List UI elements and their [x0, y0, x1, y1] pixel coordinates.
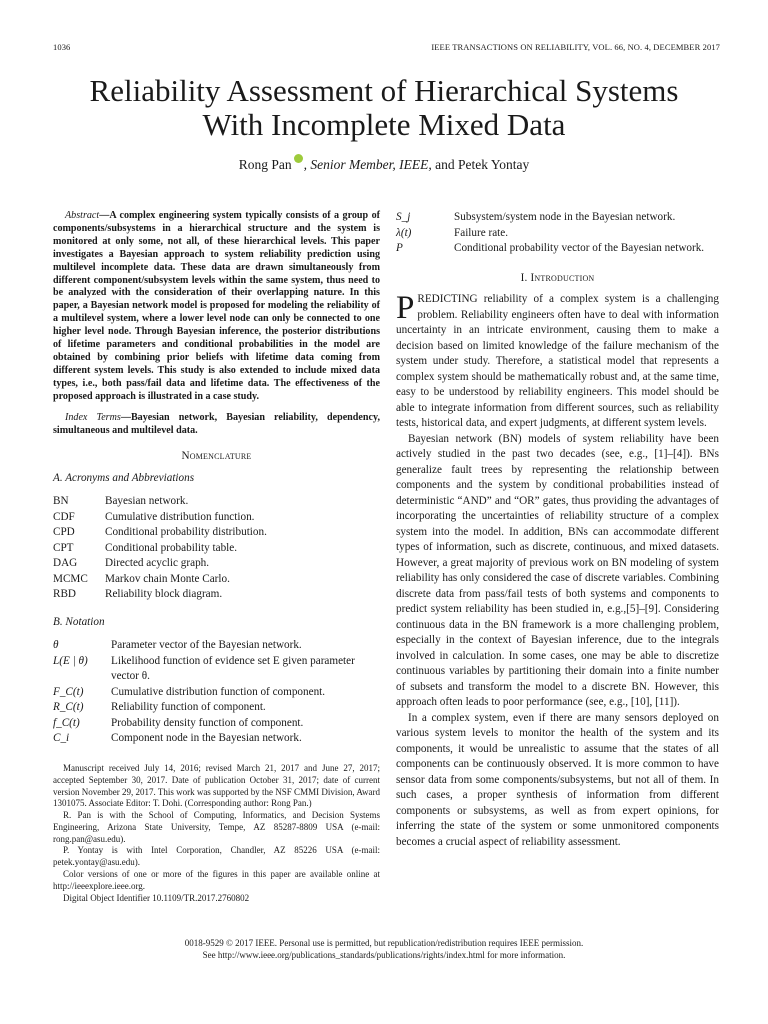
index-terms-text: —Bayesian network, Bayesian reliability, dependency, simultaneous and multilevel data. [53, 411, 380, 436]
intro-heading: I. Introduction [520, 271, 595, 284]
copyright-notice [40, 938, 728, 961]
author-name-2: and Petek Yontay [431, 157, 530, 172]
author-name: Rong Pan [238, 157, 292, 172]
definition: Failure rate. [454, 226, 509, 239]
notation-row [396, 226, 719, 242]
dropcap: P [396, 290, 415, 326]
symbol: λ(t) [396, 226, 412, 239]
symbol: L(E | θ) [53, 654, 88, 667]
notation-row [53, 685, 380, 701]
definition: Conditional probability vector of the Bayesian network. [454, 242, 705, 254]
definition: Subsystem/system node in the Bayesian network. [454, 211, 676, 223]
intro-para-3: In a complex system, even if there are many sensors deployed on various system levels to monitor the health of the system and its components, it would be unrealistic to assume that the states of all components can be continuously observed. It is more common to have sensor data from some components/subsystems, but not all of them. In such cases, a proper synthesis of information from different components or subsystems, as well as from expert opinions, for inferring the state of the system or some unmonitored components becomes a crucial aspect of reliability assessment. [396, 711, 719, 848]
acronym-row [53, 494, 380, 510]
acronym-row [53, 587, 380, 603]
abstract-text: —A complex engineering system typically consists of a group of components/subsystems in a hierarchical structure and the system is monitored at only some, not all, of these hierarchical levels. This paper investigates a Bayesian approach to system reliability prediction using multilevel incomplete data. These data are drawn simultaneously from different component/subsystem levels within the same system, thus need to be analyzed with the consideration of their overlapping nature. In this paper, a Bayesian network model is proposed for modeling the reliability of a multilevel system, where a lower level node can only be connected to one higher level node. Through Bayesian inference, the posterior distributions of lifetime parameters and conditional probabilities in the model are obtained by combining prior beliefs with lifetime data coming from different system levels. This study is also extended to include mixed data types, i.e., both pass/fail data and lifetime data. The effectiveness of the proposed approach is illustrated in a case study. [53, 210, 380, 402]
author-line [40, 154, 728, 173]
symbol: C_i [53, 732, 70, 745]
symbol: P [396, 242, 403, 254]
acronym-row [53, 525, 380, 541]
definition: Markov chain Monte Carlo. [105, 572, 230, 585]
symbol: CDF [53, 510, 75, 523]
definition: Component node in the Bayesian network. [111, 732, 302, 745]
left-column [53, 210, 380, 904]
symbol: θ [53, 639, 59, 652]
symbol: F_C(t) [53, 685, 84, 698]
definition: Reliability block diagram. [105, 588, 223, 601]
footnote: Digital Object Identifier 10.1109/TR.2017.2760802 [63, 892, 250, 903]
title-block [40, 74, 728, 173]
footnote: R. Pan is with the School of Computing, Informatics, and Decision Systems Engineering, Arizona State University, Tempe, AZ 85287-8809 USA (e-mail: rong.pan@asu.edu). [53, 810, 380, 844]
definition: Reliability function of component. [111, 701, 266, 714]
copyright-line-2: See http://www.ieee.org/publications_standards/publications/rights/index.html for more information. [202, 949, 566, 960]
journal-header: IEEE TRANSACTIONS ON RELIABILITY, VOL. 66, NO. 4, DECEMBER 2017 [431, 42, 720, 52]
definition: Cumulative distribution function. [105, 510, 255, 523]
definition: Bayesian network. [105, 495, 189, 508]
notation-row [53, 700, 380, 716]
notation-row [396, 210, 719, 226]
footnote: Color versions of one or more of the figures in this paper are available online at http://ieeexplore.ieee.org. [53, 869, 380, 891]
symbol: S_j [396, 211, 411, 223]
page-number: 1036 [53, 42, 71, 52]
definition: Likelihood function of evidence set E given parameter vector θ. [111, 654, 355, 683]
symbol: DAG [53, 557, 78, 570]
definition: Probability density function of component. [111, 716, 304, 729]
notation-table-cont [396, 210, 719, 257]
notation-row [53, 731, 380, 747]
symbol: RBD [53, 588, 77, 601]
author-role: , Senior Member, IEEE, [303, 157, 432, 172]
definition: Parameter vector of the Bayesian network. [111, 639, 302, 652]
acronyms-heading: A. Acronyms and Abbreviations [53, 471, 195, 484]
definition: Conditional probability distribution. [105, 526, 267, 539]
index-terms-label: Index Terms [65, 411, 121, 423]
symbol: R_C(t) [53, 701, 84, 714]
footnotes [53, 763, 380, 905]
intro-para-2: Bayesian network (BN) models of system reliability have been actively studied in the past two decades (see, e.g., [1]–[4]). BNs generalize fault trees by representing the relationship between components and the system by conditional probabilities instead of deterministic “AND” and “OR” gates, thus providing the advantages of incorporating the uncertainties of reliability structure of a complex system into the model. In addition, BNs can accommodate different types of information, such as discrete, continuous, and mixed datasets. However, a great majority of previous work on BN modeling of system reliability has only considered the case of discrete variables. Combining discrete data from pass/fail tests of both systems and components to predict system reliability has been studied in, e.g.,[5]–[9]. Considering continuous data in the BN framework is a more challenging problem, especially in the context of Bayesian inference, due to the integrals involved in calculation. In some cases, one may be able to discretize continuous variables by partitioning their domain into a finite number of subsets and transform the model to a discrete BN. However, this approach often leads to poor performance (see, e.g., [10], [11]). [396, 432, 719, 708]
notation-row [53, 716, 380, 732]
notation-row [396, 241, 719, 257]
index-terms [53, 412, 380, 438]
paper-title-line-1: Reliability Assessment of Hierarchical Systems [89, 73, 679, 108]
copyright-line-1: 0018-9529 © 2017 IEEE. Personal use is permitted, but republication/redistribution requires IEEE permission. [184, 938, 584, 948]
notation-table [53, 638, 380, 747]
paper-title-line-2: With Incomplete Mixed Data [202, 107, 566, 142]
acronym-row [53, 572, 380, 588]
intro-body [396, 292, 719, 850]
intro-para-1: PREDICTING reliability of a complex system is a challenging problem. Reliability engineers often have to deal with information uncertainty in an intricate environment, causing them to make a decision based on limited knowledge of the failure mechanism of the system under study. Therefore, a statistical model that represents a complex system should be mathematically robust and, at the same time, easy to be understood by reliability engineers. This model should be able to integrate information from different sources, such as reliability tests, historical data, and expert judgments, at different system levels. [396, 290, 719, 429]
symbol: CPD [53, 526, 75, 539]
acronym-row [53, 510, 380, 526]
notation-row [53, 654, 380, 685]
definition: Directed acyclic graph. [105, 557, 210, 570]
footnote: Manuscript received July 14, 2016; revised March 21, 2017 and June 27, 2017; accepted September 30, 2017. Date of publication October 31, 2017; date of current version November 29, 2017. This work was supported by the NSF CMMI Division, Award 1301075. Associate Editor: T. Dohi. (Corresponding author: Rong Pan.) [53, 762, 380, 809]
abstract-label: Abstract [65, 210, 100, 221]
symbol: CPT [53, 541, 74, 554]
nomenclature-heading: Nomenclature [181, 450, 252, 463]
acronyms-table [53, 494, 380, 603]
definition: Conditional probability table. [105, 541, 238, 554]
footnote: P. Yontay is with Intel Corporation, Chandler, AZ 85226 USA (e-mail: petek.yontay@asu.edu). [53, 845, 380, 868]
symbol: f_C(t) [53, 716, 80, 729]
right-column [396, 210, 719, 850]
symbol: BN [53, 495, 69, 508]
acronym-row [53, 556, 380, 572]
symbol: MCMC [53, 572, 88, 585]
acronym-row [53, 541, 380, 557]
notation-heading: B. Notation [53, 615, 105, 628]
definition: Cumulative distribution function of component. [111, 685, 326, 698]
orcid-icon[interactable] [294, 154, 303, 163]
notation-row [53, 638, 380, 654]
abstract [53, 210, 380, 404]
